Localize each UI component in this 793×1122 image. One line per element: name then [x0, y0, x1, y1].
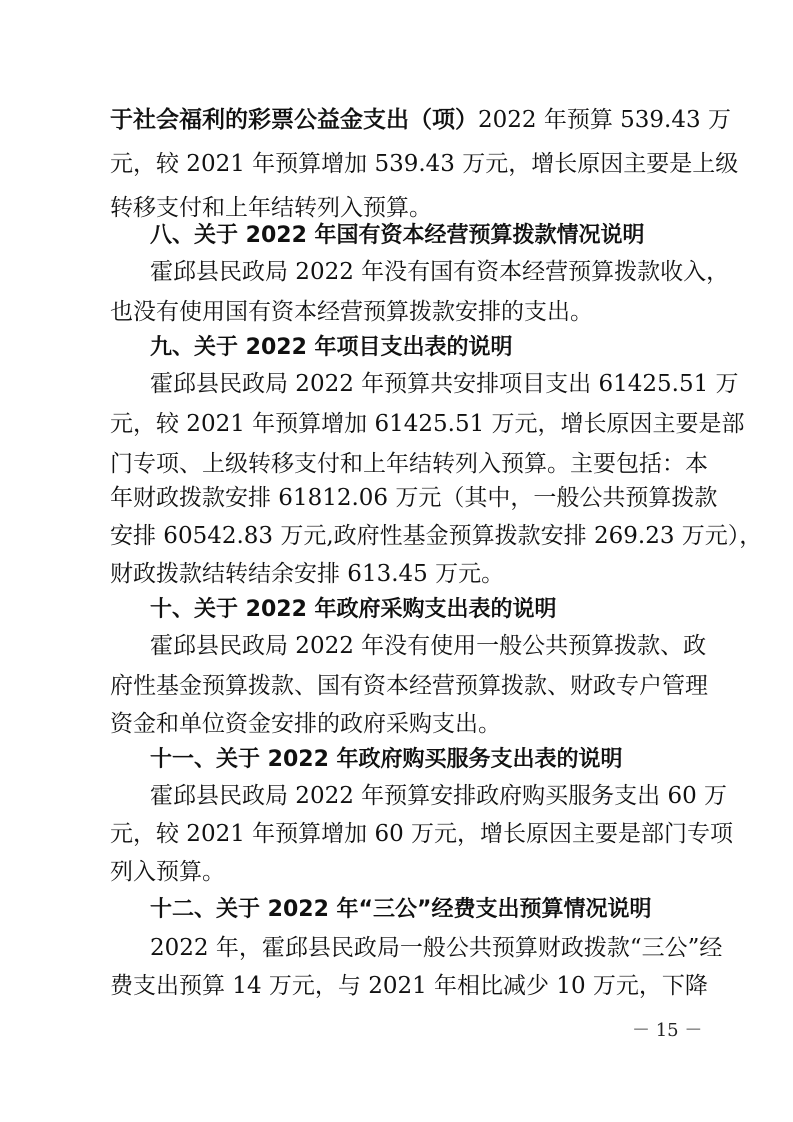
section-heading: 十一、关于 2022 年政府购买服务支出表的说明 [150, 747, 623, 772]
text-line: 财政拨款结转结余安排 613.45 万元。 [110, 561, 505, 587]
text-line: 也没有使用国有资本经营预算拨款安排的支出。 [110, 299, 593, 325]
text-line: 霍邱县民政局 2022 年预算安排政府购买服务支出 60 万 [150, 783, 728, 809]
text-line: 2022 年，霍邱县民政局一般公共预算财政拨款“三公”经 [150, 935, 723, 961]
section-heading: 八、关于 2022 年国有资本经营预算拨款情况说明 [150, 223, 645, 248]
text-line: 年财政拨款安排 61812.06 万元（其中，一般公共预算拨款 [110, 485, 718, 511]
text-line: 霍邱县民政局 2022 年预算共安排项目支出 61425.51 万 [150, 371, 739, 397]
text-line: 资金和单位资金安排的政府采购支出。 [110, 711, 501, 737]
text-line: 霍邱县民政局 2022 年没有国有资本经营预算拨款收入， [150, 259, 730, 285]
text-line: 霍邱县民政局 2022 年没有使用一般公共预算拨款、政 [150, 633, 707, 659]
text-line: 转移支付和上年结转列入预算。 [110, 195, 432, 221]
text-line: 府性基金预算拨款、国有资本经营预算拨款、财政专户管理 [110, 673, 708, 699]
page-number: － 15 － [632, 1020, 703, 1041]
text-run: 2022 年预算 539.43 万 [478, 107, 731, 133]
text-line: 安排 60542.83 万元,政府性基金预算拨款安排 269.23 万元）， [110, 523, 763, 549]
text-line: 费支出预算 14 万元，与 2021 年相比减少 10 万元，下降 [110, 973, 708, 999]
section-heading: 九、关于 2022 年项目支出表的说明 [150, 335, 513, 360]
text-line [110, 98, 731, 142]
text-line: 门专项、上级转移支付和上年结转列入预算。主要包括：本 [110, 451, 708, 477]
text-line: 元，较 2021 年预算增加 539.43 万元，增长原因主要是上级 [110, 151, 739, 177]
text-line: 元，较 2021 年预算增加 61425.51 万元，增长原因主要是部 [110, 411, 745, 437]
section-heading: 十二、关于 2022 年“三公”经费支出预算情况说明 [150, 897, 652, 922]
text-line: 列入预算。 [110, 859, 225, 885]
bold-text-run: 于社会福利的彩票公益金支出（项） [110, 107, 478, 133]
section-heading: 十、关于 2022 年政府采购支出表的说明 [150, 597, 557, 622]
text-line: 元，较 2021 年预算增加 60 万元，增长原因主要是部门专项 [110, 821, 734, 847]
